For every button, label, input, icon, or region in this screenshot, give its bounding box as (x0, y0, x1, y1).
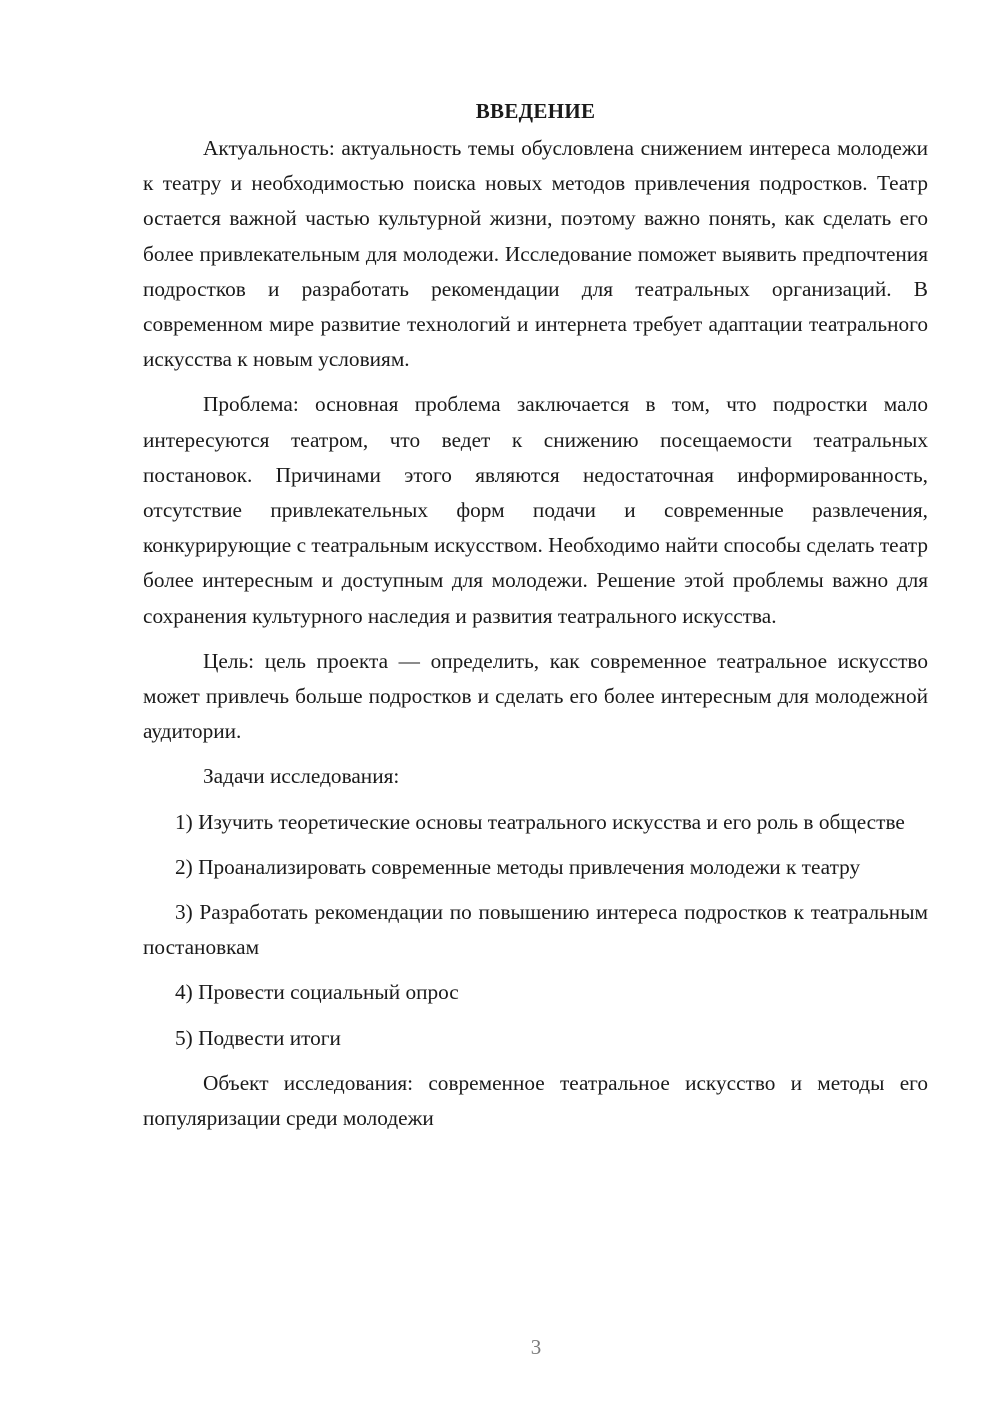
task-item-5: 5) Подвести итоги (175, 1025, 341, 1050)
page-number: 3 (530, 1335, 542, 1359)
object-paragraph: Объект исследования: современное театральное искусство и методы его популяризации среди молодежи (143, 1070, 928, 1131)
problem-paragraph: Проблема: основная проблема заключается в том, что подростки мало интересуются театром, что ведет к снижению посещаемости театральных постановок. Причинами этого являются недостаточная информированность, отсутствие привлекательных форм подачи и современные развлечения, конкурирующие с театральным искусством. Необходимо найти способы сделать театр более интересным и доступным для молодежи. Решение этой проблемы важно для сохранения культурного наследия и развития театрального искусства. (143, 392, 928, 628)
task-item-1: 1) Изучить теоретические основы театрального искусства и его роль в обществе (175, 809, 905, 834)
tasks-heading: Задачи исследования: (203, 764, 400, 789)
task-item-3: 3) Разработать рекомендации по повышению интереса подростков к театральным постановкам (143, 900, 928, 960)
task-item-2: 2) Проанализировать современные методы привлечения молодежи к театру (175, 854, 861, 879)
task-item-4: 4) Провести социальный опрос (175, 980, 459, 1005)
relevance-paragraph: Актуальность: актуальность темы обусловлена снижением интереса молодежи к театру и необходимостью поиска новых методов привлечения подростков. Театр остается важной частью культурной жизни, поэтому важно понять, как сделать его более привлекательным для молодежи. Исследование поможет выявить предпочтения подростков и разработать рекомендации для театральных организаций. В современном мире развитие технологий и интернета требует адаптации театрального искусства к новым условиям. (143, 136, 928, 372)
goal-paragraph: Цель: цель проекта — определить, как современное театральное искусство может привлечь больше подростков и сделать его более интересным для молодежной аудитории. (143, 648, 928, 744)
page-title: ВВЕДЕНИЕ (475, 99, 596, 123)
document-page (143, 96, 928, 1136)
